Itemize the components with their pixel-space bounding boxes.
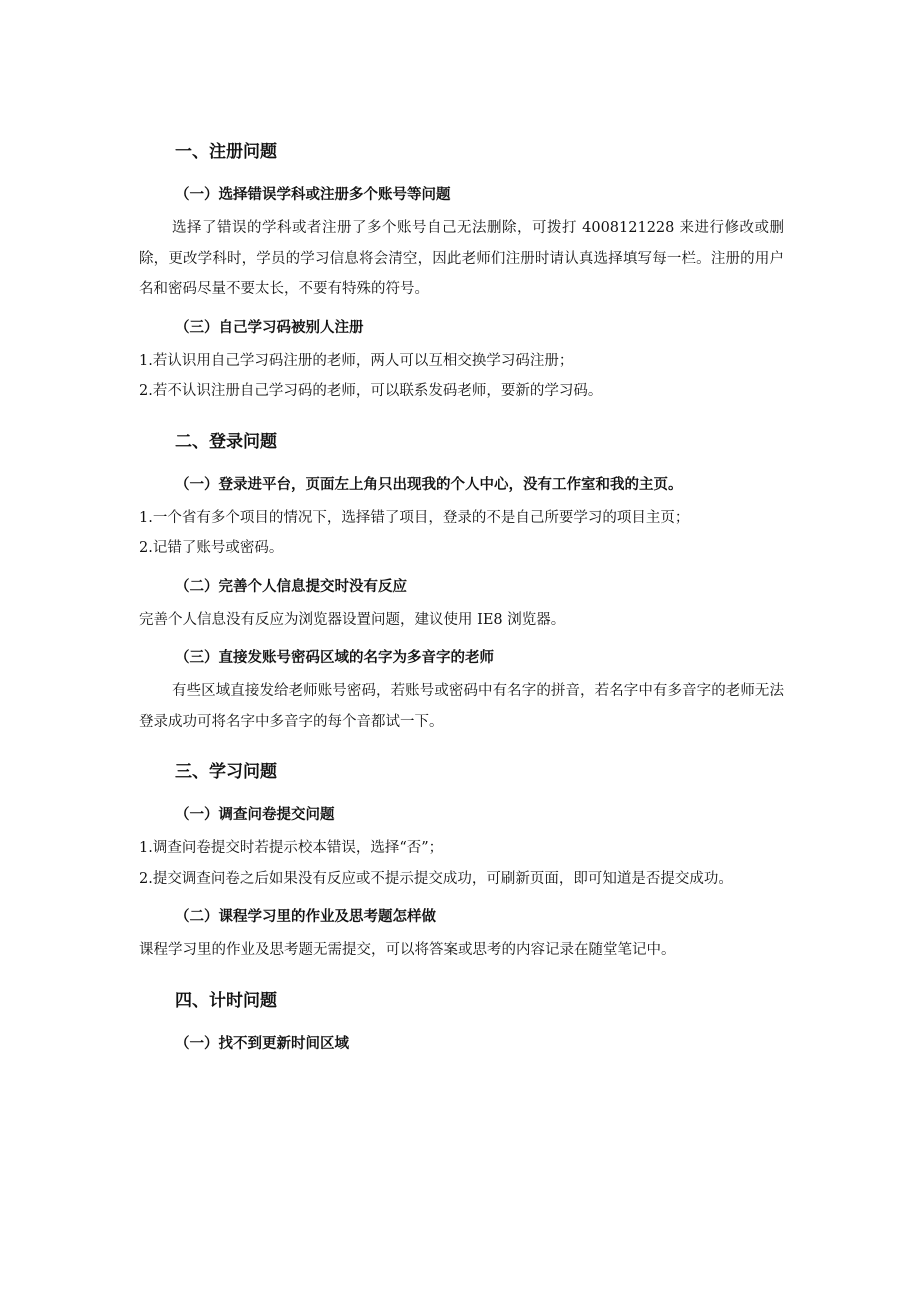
list-item: 1.调查问卷提交时若提示校本错误，选择“否”； [139,840,444,856]
subsection-title: （一）登录进平台，页面左上角只出现我的个人中心，没有工作室和我的主页。 [175,476,683,493]
subsection-title: （一）选择错误学科或注册多个账号等问题 [175,187,451,203]
paragraph: 有些区域直接发给老师账号密码，若账号或密码中有名字的拼音，若名字中有多音字的老师无法登录成功可将名字中多音字的每个音都试一下。 [139,683,784,730]
section-title: 二、登录问题 [175,431,277,452]
list-item: 1.一个省有多个项目的情况下，选择错了项目，登录的不是自己所要学习的项目主页； [139,509,690,526]
list-item: 2.提交调查问卷之后如果没有反应或不提示提交成功，可刷新页面，即可知道是否提交成功。 [139,870,733,887]
section-title: 四、计时问题 [175,990,277,1011]
list-item: 2.若不认识注册自己学习码的老师，可以联系发码老师，要新的学习码。 [139,383,603,399]
section-title: 一、注册问题 [175,142,277,162]
document-page [139,140,784,1062]
subsection-title: （一）调查问卷提交问题 [175,807,335,823]
subsection-title: （一）找不到更新时间区域 [175,1035,349,1052]
section-title: 三、学习问题 [175,762,277,782]
subsection-title: （三）直接发账号密码区域的名字为多音字的老师 [175,650,494,666]
paragraph: 选择了错误的学科或者注册了多个账号自己无法删除，可拨打 4008121228 来进行修改或删除，更改学科时，学员的学习信息将会清空，因此老师们注册时请认真选择填写每一栏。注册的用户名和密码尽量不要太长，不要有特殊的符号。 [139,220,784,297]
subsection-title: （三）自己学习码被别人注册 [175,319,364,336]
list-item: 2.记错了账号或密码。 [139,540,284,556]
paragraph: 完善个人信息没有反应为浏览器设置问题，建议使用 IE8 浏览器。 [139,611,566,628]
subsection-title: （二）课程学习里的作业及思考题怎样做 [175,909,436,925]
list-item: 1.若认识用自己学习码注册的老师，两人可以互相交换学习码注册； [139,352,574,369]
subsection-title: （二）完善个人信息提交时没有反应 [175,578,407,595]
paragraph: 课程学习里的作业及思考题无需提交，可以将答案或思考的内容记录在随堂笔记中。 [139,942,676,958]
